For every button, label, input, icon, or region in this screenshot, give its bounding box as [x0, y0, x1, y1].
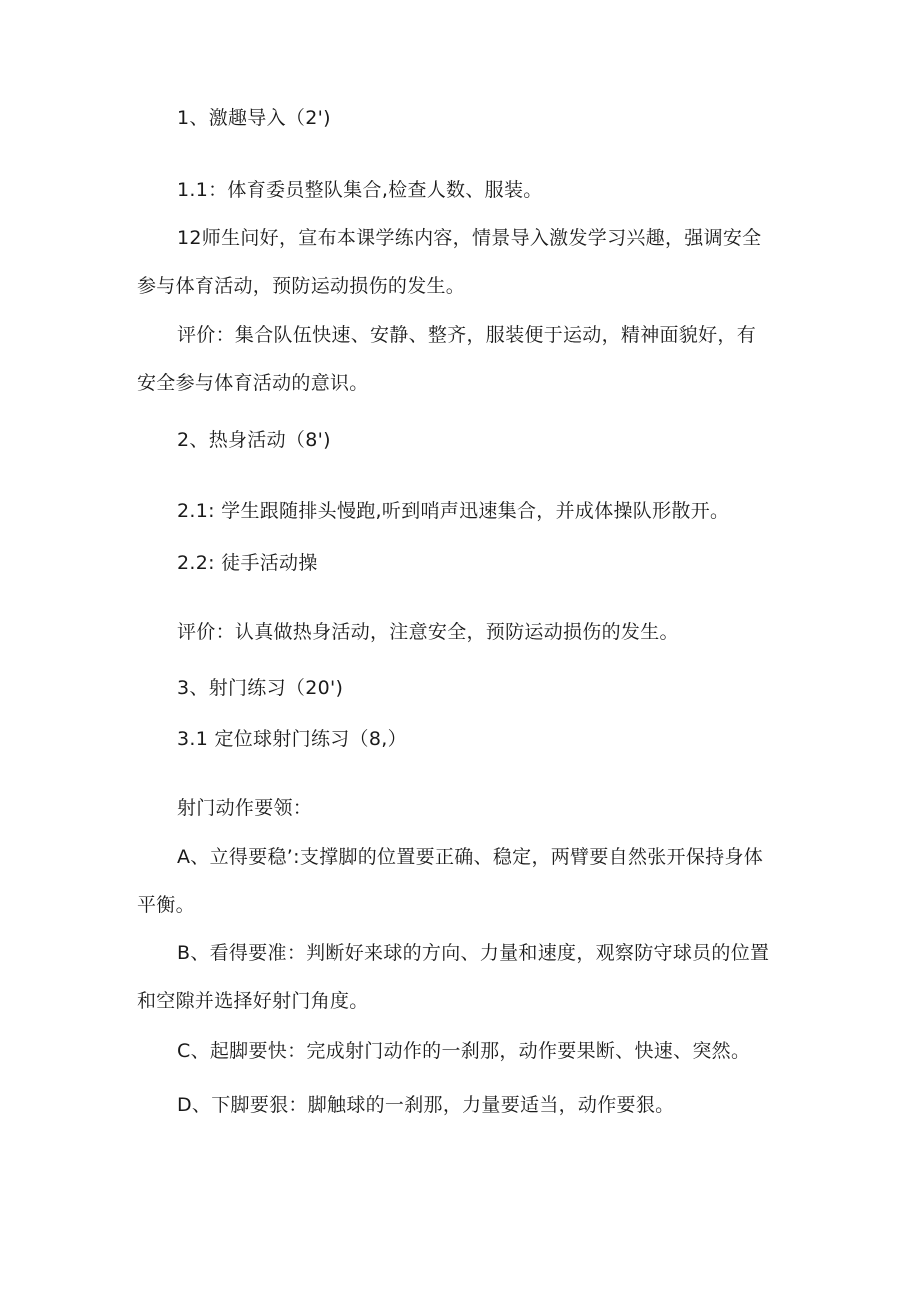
item-1-1: 1.1：体育委员整队集合,检查人数、服装。	[177, 179, 543, 201]
point-b-line-2: 和空隙并选择好射门角度。	[137, 990, 369, 1012]
section-2-evaluation: 评价：认真做热身活动，注意安全，预防运动损伤的发生。	[177, 621, 679, 643]
section-3-heading: 3、射门练习（20')	[177, 677, 344, 699]
item-1-2-line-1: 12师生问好，宣布本课学练内容，情景导入激发学习兴趣，强调安全	[177, 227, 762, 249]
shooting-essentials-heading: 射门动作要领：	[177, 797, 313, 819]
point-c: C、起脚要快：完成射门动作的一刹那，动作要果断、快速、突然。	[177, 1040, 751, 1062]
item-1-2-line-2: 参与体育活动，预防运动损伤的发生。	[137, 275, 466, 297]
section-1-evaluation-line-2: 安全参与体育活动的意识。	[137, 372, 369, 394]
point-a-line-1: A、立得要稳’:支撑脚的位置要正确、稳定，两臂要自然张开保持身体	[177, 846, 764, 868]
point-a-line-2: 平衡。	[137, 894, 195, 916]
point-b-line-1: B、看得要准：判断好来球的方向、力量和速度，观察防守球员的位置	[177, 942, 770, 964]
item-2-2: 2.2: 徒手活动操	[177, 552, 318, 574]
section-1-evaluation-line-1: 评价：集合队伍快速、安静、整齐，服装便于运动，精神面貌好，有	[177, 324, 757, 346]
section-1-heading: 1、激趣导入（2')	[177, 107, 331, 129]
item-3-1: 3.1 定位球射门练习（8,）	[177, 728, 407, 750]
item-2-1: 2.1: 学生跟随排头慢跑,听到哨声迅速集合，并成体操队形散开。	[177, 500, 730, 522]
point-d: D、下脚要狠：脚触球的一刹那，力量要适当，动作要狠。	[177, 1094, 675, 1116]
section-2-heading: 2、热身活动（8')	[177, 429, 331, 451]
